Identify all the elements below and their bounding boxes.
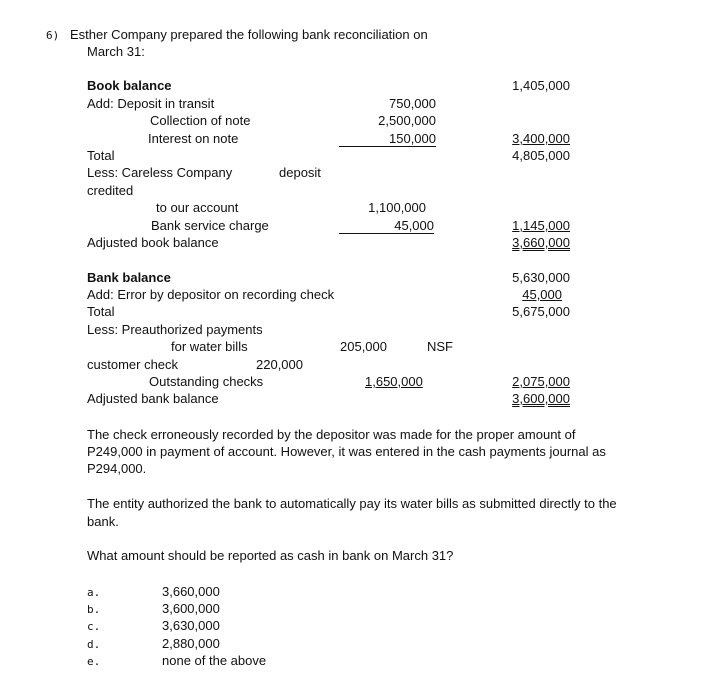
customer-check-label: customer check xyxy=(87,357,179,372)
book-balance-label: Book balance xyxy=(87,78,172,93)
collection-label: Collection of note xyxy=(150,113,251,128)
outstanding-checks-label: Outstanding checks xyxy=(149,374,264,389)
question-stem-line1: Esther Company prepared the following bank reconciliation on xyxy=(70,27,428,42)
bank-total-value: 5,675,000 xyxy=(512,304,570,319)
adjusted-bank-value: 3,600,000 xyxy=(512,391,570,406)
service-charge-label: Bank service charge xyxy=(151,218,269,233)
option-a-letter[interactable]: a. xyxy=(87,586,101,599)
option-c-text[interactable]: 3,630,000 xyxy=(162,618,220,633)
collection-value: 2,500,000 xyxy=(378,113,436,128)
adjusted-book-value: 3,660,000 xyxy=(512,235,570,250)
deposit-word: deposit xyxy=(279,165,321,180)
less-careless-label: Less: Careless Company xyxy=(87,165,233,180)
book-add-total: 3,400,000 xyxy=(512,131,570,146)
option-b-letter[interactable]: b. xyxy=(87,603,101,616)
to-account-label: to our account xyxy=(156,200,239,215)
adjusted-book-label: Adjusted book balance xyxy=(87,235,219,250)
note1-line2: P249,000 in payment of account. However, it was entered in the cash payments journal as xyxy=(87,444,606,459)
to-account-value: 1,100,000 xyxy=(368,200,426,215)
option-d-letter[interactable]: d. xyxy=(87,638,101,651)
book-balance-value: 1,405,000 xyxy=(512,78,570,93)
question-stem-line2: March 31: xyxy=(87,44,145,59)
option-c-letter[interactable]: c. xyxy=(87,620,101,633)
bank-balance-label: Bank balance xyxy=(87,270,171,285)
book-less-total: 1,145,000 xyxy=(512,218,570,233)
credited-word: credited xyxy=(87,183,134,198)
underline-rule xyxy=(339,146,436,147)
bank-total-label: Total xyxy=(87,304,115,319)
outstanding-checks-value: 1,650,000 xyxy=(365,374,423,389)
water-bills-value: 205,000 xyxy=(340,339,387,354)
note2-line1: The entity authorized the bank to automatically pay its water bills as submitted directly to the xyxy=(87,496,617,511)
book-total-value: 4,805,000 xyxy=(512,148,570,163)
water-bills-label: for water bills xyxy=(171,339,248,354)
adjusted-bank-label: Adjusted bank balance xyxy=(87,391,219,406)
option-b-text[interactable]: 3,600,000 xyxy=(162,601,220,616)
bank-less-total: 2,075,000 xyxy=(512,374,570,389)
service-charge-value: 45,000 xyxy=(394,218,434,233)
note1-line3: P294,000. xyxy=(87,461,147,476)
option-e-letter[interactable]: e. xyxy=(87,655,101,668)
add-deposit-label: Add: Deposit in transit xyxy=(87,96,215,111)
note1-line1: The check erroneously recorded by the depositor was made for the proper amount of xyxy=(87,427,576,442)
question-number: 6) xyxy=(46,29,60,42)
option-e-text[interactable]: none of the above xyxy=(162,653,267,668)
less-preauthorized-label: Less: Preauthorized payments xyxy=(87,322,263,337)
add-error-label: Add: Error by depositor on recording check xyxy=(87,287,335,302)
error-value: 45,000 xyxy=(522,287,562,302)
note2-line2: bank. xyxy=(87,514,119,529)
deposit-in-transit-value: 750,000 xyxy=(389,96,436,111)
interest-label: Interest on note xyxy=(148,131,239,146)
underline-rule xyxy=(339,233,434,234)
bank-balance-value: 5,630,000 xyxy=(512,270,570,285)
option-a-text[interactable]: 3,660,000 xyxy=(162,584,220,599)
option-d-text[interactable]: 2,880,000 xyxy=(162,636,220,651)
question-prompt: What amount should be reported as cash in bank on March 31? xyxy=(87,548,454,563)
customer-check-value: 220,000 xyxy=(256,357,303,372)
book-total-label: Total xyxy=(87,148,115,163)
interest-value: 150,000 xyxy=(389,131,436,146)
nsf-label: NSF xyxy=(427,339,453,354)
